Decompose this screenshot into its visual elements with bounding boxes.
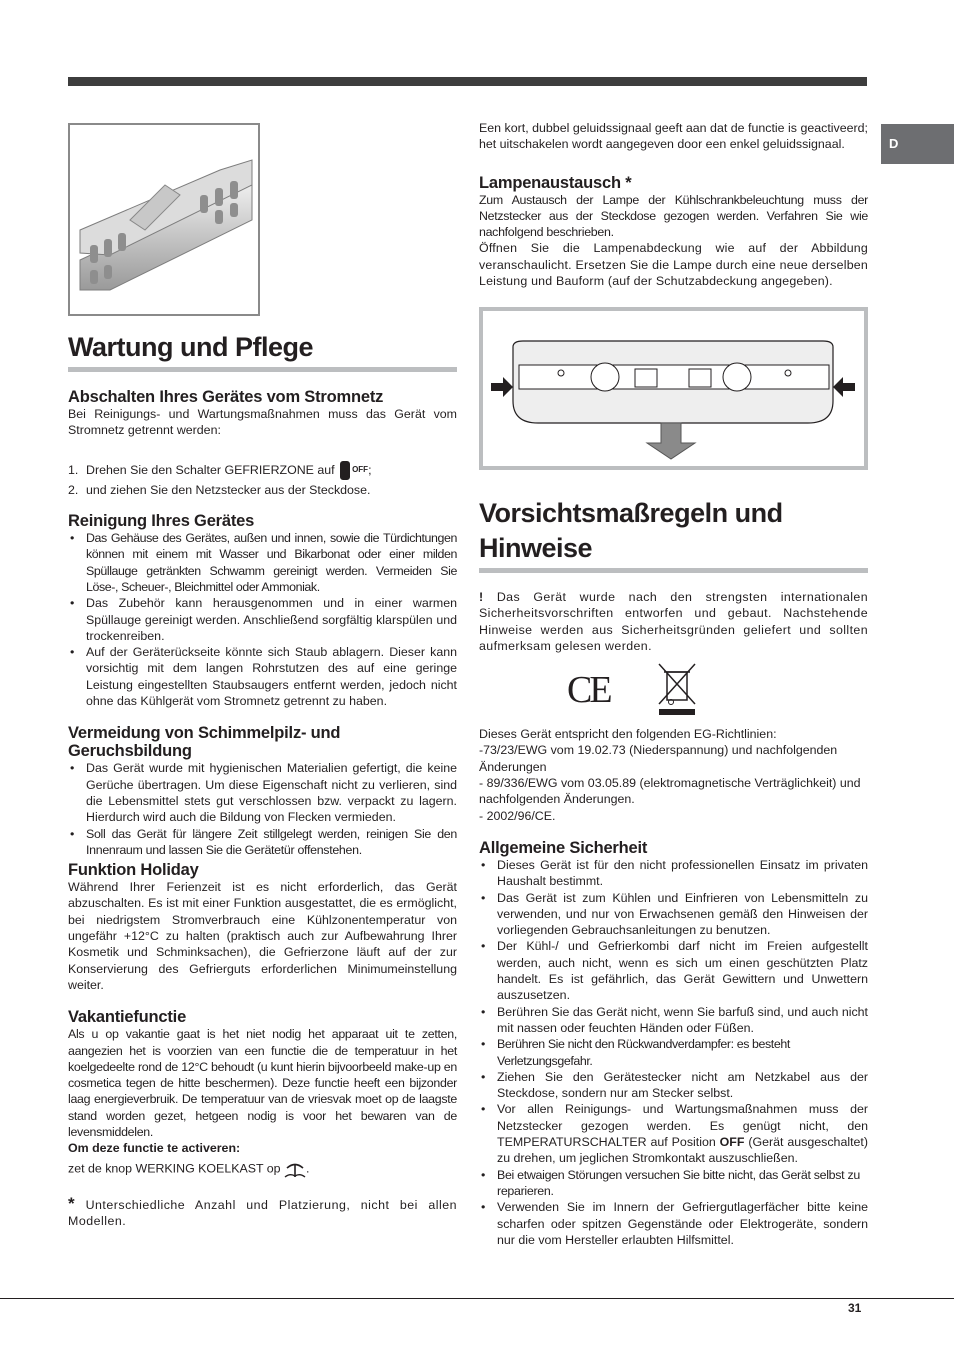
title-rule xyxy=(479,568,868,573)
text-activate: Om deze functie te activeren: xyxy=(68,1141,241,1156)
step-text: Drehen Sie den Schalter GEFRIERZONE auf xyxy=(86,462,335,477)
heading-vakantie: Vakantiefunctie xyxy=(68,1008,187,1027)
list-item: • Ziehen Sie den Gerätestecker nicht am Netzkabel aus der Steckdose, sondern nur am Stecker selbst. xyxy=(479,1069,868,1102)
heading-schimmel: Vermeidung von Schimmelpilz- und Geruchsbildung xyxy=(68,724,341,761)
list-item: • Bei etwaigen Störungen versuchen Sie bitte nicht, das Gerät selbst zu reparieren. xyxy=(479,1167,868,1200)
heading-lampe: Lampenaustausch * xyxy=(479,173,632,192)
footnote-star: * xyxy=(68,1193,76,1213)
text-lampe-1: Zum Austausch der Lampe der Kühlschrankbeleuchtung muss der Netzstecker aus der Steckdose gezogen werden. Verfahren Sie wie nachfolgend beschrieben. xyxy=(479,192,868,240)
step-number: 1. xyxy=(68,462,79,477)
directive-line: - 89/336/EWG vom 03.05.89 (elektromagnetische Verträglichkeit) und nachfolgenden Änderungen. xyxy=(479,776,861,807)
list-item: • Das Zubehör kann herausgenommen und in einer warmen Spüllauge gereinigt werden. Anschließend sorgfältig klarspülen und trockenreiben. xyxy=(68,595,457,644)
step-punct: ; xyxy=(368,462,372,477)
list-item: • Berühren Sie das Gerät nicht, wenn Sie barfuß sind, und auch nicht mit nassen oder feuchten Händen oder Füßen. xyxy=(479,1004,868,1037)
list-item: • Dieses Gerät ist für den nicht professionellen Einsatz im privaten Haushalt bestimmt. xyxy=(479,857,868,890)
heading-reinigung: Reinigung Ihres Gerätes xyxy=(68,512,255,531)
warning-mark: ! xyxy=(479,590,484,604)
lamp-cover-image xyxy=(479,307,868,470)
off-label: OFF xyxy=(352,464,369,474)
step-item xyxy=(68,460,457,480)
list-item: • Das Gerät wurde mit hygienischen Materialien gefertigt, die keine Gerüche übertragen. Um diese Eigenschaft nicht zu verlieren, sind die Lebensmittel stets gut verschlossen bzw. verpackt zu lagern. Hierdurch wird auch die Bildung von Flecken vermieden. xyxy=(68,760,457,825)
step-item xyxy=(68,482,457,498)
language-tab-label: D xyxy=(889,136,899,151)
directive-line: -73/23/EWG vom 19.02.73 (Niederspannung) und nachfolgenden Änderungen xyxy=(479,743,838,774)
ce-mark-logo: CE xyxy=(567,669,610,712)
instruction-text: zet de knop WERKING KOELKAST op xyxy=(68,1160,281,1175)
heading-abschalten: Abschalten Ihres Gerätes vom Stromnetz xyxy=(68,388,384,406)
text-instruction xyxy=(68,1160,457,1178)
directive-line: - 2002/96/CE. xyxy=(479,808,556,823)
left-column xyxy=(68,330,457,1229)
reinigung-list xyxy=(68,530,457,709)
text-safety-intro xyxy=(479,589,868,654)
instruction-end: . xyxy=(306,1160,310,1175)
list-item: • Auf der Geräterückseite könnte sich Staub ablagern. Dieser kann vorsichtig mit dem langen Rohrstutzen des auf eine geringe Leistung eingestellten Staubsaugers entfernt werden, jedoch nicht ohne das Kühlgerät vom Stromnetz getrennt zu haben. xyxy=(68,644,457,709)
step-number: 2. xyxy=(68,482,79,497)
right-column-bottom xyxy=(479,496,868,1248)
text-lampe-2: Öffnen Sie die Lampenabdeckung wie auf der Abbildung veranschaulicht. Ersetzen Sie die Lampe durch eine neue derselben Leistung und Bauform (auf der Schutzabdeckung angegeben). xyxy=(479,241,868,289)
list-item: • Soll das Gerät für längere Zeit stillgelegt werden, reinigen Sie den Innenraum und lassen Sie die Gerätetür offenstehen. xyxy=(68,826,457,859)
bottom-rule xyxy=(0,1298,954,1299)
list-item: • Verwenden Sie im Innern der Gefriergutlagerfächer bitte keine scharfen oder spitzen Gegenstände oder Elektrogeräte, sondern nur die vom Hersteller erlaubten Hilfsmittel. xyxy=(479,1199,868,1248)
directive-line: Dieses Gerät entspricht den folgenden EG-Richtlinien: xyxy=(479,727,777,742)
steps-list xyxy=(68,460,457,499)
safety-off-pre: Vor allen Reinigungs- und Wartungsmaßnahmen muss der Netzstecker gezogen werden. Es genügt nicht, den TEMPERATURSCHALTER auf Position xyxy=(497,1102,868,1150)
holiday-icon xyxy=(284,1160,306,1178)
weee-bin-icon xyxy=(657,662,699,716)
text-signal: Een kort, dubbel geluidssignaal geeft aan dat de functie is geactiveerd; het uitschakelen wordt aangegeven door een enkel geluidssignaal. xyxy=(479,121,868,152)
text-holiday: Während Ihrer Ferienzeit ist es nicht erforderlich, das Gerät abzuschalten. Es ist mit einer Funktion ausgestattet, die es ermöglicht, bei niedrigstem Stromverbrauch eine Kühlzonentemperatur von ungefähr +12°C zu halten (praktisch auch zur Aufbewahrung Ihrer Kosmetik und Schminksachen), die Gefrierzone läuft auf der zur Konservierung des Gefrierguts erforderlichen Minimumeinstellung weiter. xyxy=(68,880,457,992)
footnote-text: Unterschiedliche Anzahl und Platzierung, nicht bei allen Modellen. xyxy=(68,1197,457,1228)
heading-holiday: Funktion Holiday xyxy=(68,861,199,880)
list-item: • Der Kühl-/ und Gefrierkombi darf nicht im Freien aufgestellt werden, auch nicht, wenn es sich um einen geschützten Platz handelt. Es ist gefährlich, das Gerät Gewittern und Unwettern auszusetzen. xyxy=(479,938,868,1003)
list-item xyxy=(479,1101,868,1166)
language-tab xyxy=(881,124,954,164)
safety-list xyxy=(479,857,868,1248)
safety-off-post: (Gerät ausgeschaltet) zu drehen, um jeglichen Stromkontakt auszuschließen. xyxy=(497,1135,868,1166)
section-title-wartung: Wartung und Pflege xyxy=(68,332,313,362)
title-rule xyxy=(68,367,457,372)
page-number: 31 xyxy=(848,1301,862,1315)
safety-intro-text: Das Gerät wurde nach den strengsten internationalen Sicherheitsvorschriften entworfen und gebaut. Nachstehende Hinweise werden aus Sicherheitsgründen geliefert und sollten aufmerksam gelesen werden. xyxy=(479,590,869,653)
section-title-vorsicht: Vorsichtsmaßregeln und Hinweise xyxy=(479,498,783,563)
top-rule xyxy=(68,77,867,86)
certification-logos xyxy=(479,658,868,728)
step-text: und ziehen Sie den Netzstecker aus der Steckdose. xyxy=(86,482,371,497)
text-vakantie: Als u op vakantie gaat is het niet nodig het apparaat uit te zetten, aangezien het is voorzien van een functie die de temperatuur in het koelgedeelte rond de 12°C behoudt (u kunt hierin bijvoorbeeld make-up en cosmetica tegen de hitte beschermen). Deze functie heeft een bijzonder laag energieverbruik. De temperatuur van de vriesvak moet op de laagste stand worden gezet, hetgeen nodig is voor het bewaren van de levensmiddelen. xyxy=(68,1027,457,1140)
schimmel-list xyxy=(68,760,457,858)
heading-sicherheit: Allgemeine Sicherheit xyxy=(479,838,648,857)
list-item: • Das Gerät ist zum Kühlen und Einfrieren von Lebensmitteln zu verwenden, und nur von Erwachsenen gemäß den Hinweisen der vorliegenden Gebrauchsanleitungen zu benutzen. xyxy=(479,890,868,939)
list-item: • Das Gehäuse des Gerätes, außen und innen, sowie die Türdichtungen können mit einem mit Wasser und Bikarbonat oder einer milden Spüllauge getränkten Schwamm gereinigt werden. Vermeiden Sie Löse-, Scheuer-, Bleichmittel oder Ammoniak. xyxy=(68,530,457,595)
safety-off-bold: OFF xyxy=(719,1135,745,1150)
right-column-top xyxy=(479,120,868,289)
shelf-clip-image xyxy=(68,123,260,316)
switch-off-icon xyxy=(340,461,350,480)
list-item: • Berühren Sie nicht den Rückwandverdampfer: es besteht Verletzungsgefahr. xyxy=(479,1036,868,1069)
footnote xyxy=(68,1193,457,1230)
text-abschalten: Bei Reinigungs- und Wartungsmaßnahmen muss das Gerät vom Stromnetz getrennt werden: xyxy=(68,407,457,438)
